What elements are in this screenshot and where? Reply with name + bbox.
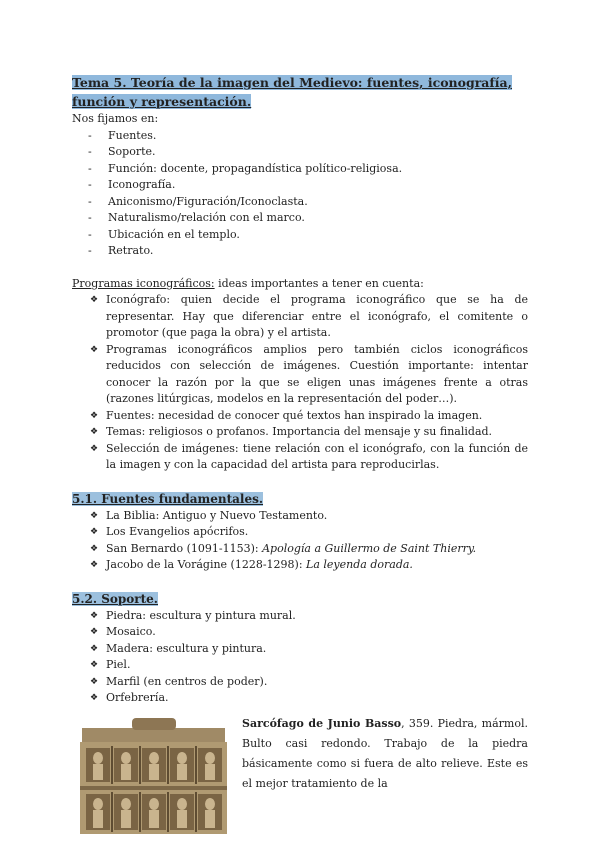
list-item: ❖ Madera: escultura y pintura. xyxy=(90,641,528,658)
programs-list xyxy=(72,292,528,474)
list-item: - Naturalismo/relación con el marco. xyxy=(88,210,528,227)
list-item: ❖ Piedra: escultura y pintura mural. xyxy=(90,608,528,625)
list-item: ❖ Temas: religiosos o profanos. Importancia del mensaje y su finalidad. xyxy=(90,424,528,441)
list-item: ❖ Iconógrafo: quien decide el programa iconográfico que se ha de representar. Hay que diferenciar entre el iconógrafo, el comitente o promotor (que paga la obra) y el artista. xyxy=(90,292,528,342)
list-item: ❖ Marfil (en centros de poder). xyxy=(90,674,528,691)
list-item: - Iconografía. xyxy=(88,177,528,194)
sarcophagus-description: Sarcófago de Junio Basso, 359. Piedra, mármol. Bulto casi redondo. Trabajo de la piedra básicamente como si fuera de alto relieve. Este es el mejor tratamiento de la xyxy=(242,717,528,790)
focus-list xyxy=(72,128,528,260)
sarcophagus-image xyxy=(72,714,235,834)
list-item: ❖ Programas iconográficos amplios pero también ciclos iconográficos reducidos con selección de imágenes. Cuestión importante: intentar conocer la razón por la que se eligen unas imágenes frente a otras (razones litúrgicas, modelos en la representación del poder…). xyxy=(90,342,528,408)
page-title: Tema 5. Teoría de la imagen del Medievo: fuentes, iconografía, función y representación. xyxy=(72,75,512,109)
programs-lead: ideas importantes a tener en cuenta: xyxy=(214,276,424,290)
programs-label: Programas iconográficos: xyxy=(72,276,215,290)
list-item: - Retrato. xyxy=(88,243,528,260)
list-item: ❖ Orfebrería. xyxy=(90,690,528,707)
list-item: ❖ Fuentes: necesidad de conocer qué textos han inspirado la imagen. xyxy=(90,408,528,425)
list-item: ❖ Selección de imágenes: tiene relación con el iconógrafo, con la función de la imagen y con la capacidad del artista para reproducirlas. xyxy=(90,441,528,474)
list-item: ❖ San Bernardo (1091-1153): Apología a Guillermo de Saint Thierry. xyxy=(90,541,528,558)
list-item: ❖ La Biblia: Antiguo y Nuevo Testamento. xyxy=(90,508,528,525)
list-item: - Fuentes. xyxy=(88,128,528,145)
list-item: ❖ Los Evangelios apócrifos. xyxy=(90,524,528,541)
content xyxy=(72,73,528,707)
intro: Nos fijamos en: xyxy=(72,112,159,125)
sources-list xyxy=(72,508,528,574)
list-item: - Función: docente, propagandística político-religiosa. xyxy=(88,161,528,178)
programs-intro xyxy=(72,276,528,293)
list-item: ❖ Jacobo de la Vorágine (1228-1298): La leyenda dorada. xyxy=(90,557,528,574)
support-list xyxy=(72,608,528,707)
section-heading-fuentes: 5.1. Fuentes fundamentales. xyxy=(72,491,264,506)
section-heading-soporte: 5.2. Soporte. xyxy=(72,591,158,606)
list-item: - Soporte. xyxy=(88,144,528,161)
list-item: ❖ Mosaico. xyxy=(90,624,528,641)
list-item: ❖ Piel. xyxy=(90,657,528,674)
list-item: - Ubicación en el templo. xyxy=(88,227,528,244)
list-item: - Aniconismo/Figuración/Iconoclasta. xyxy=(88,194,528,211)
